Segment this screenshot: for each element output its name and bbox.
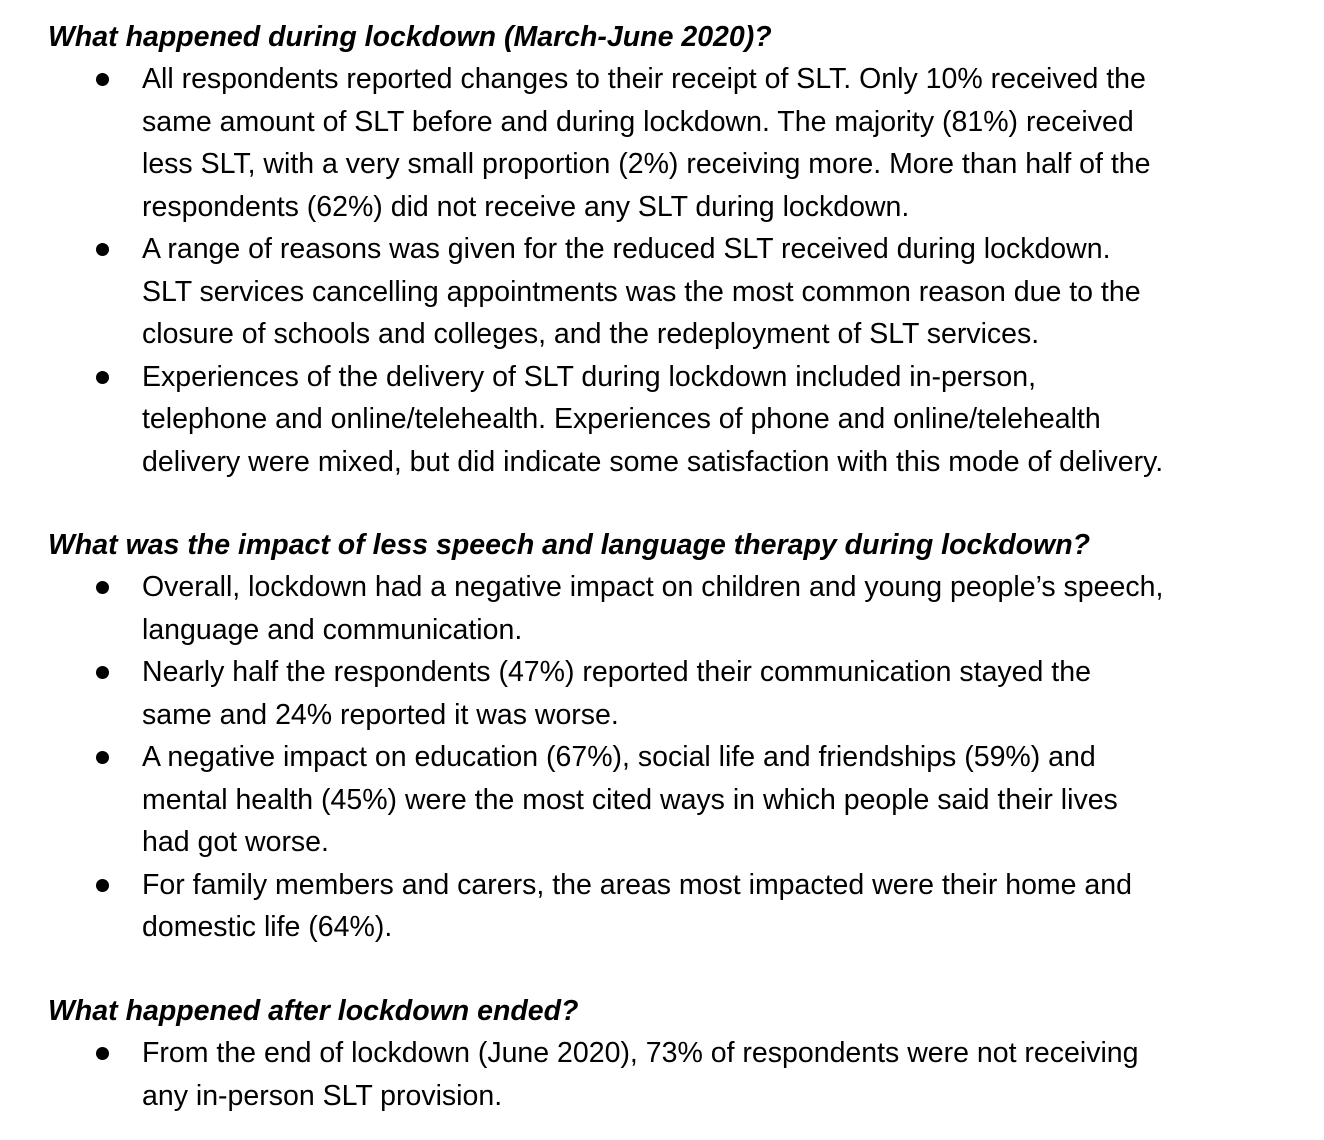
list-item-line: domestic life (64%). [142, 911, 393, 943]
bullet-icon [96, 1047, 109, 1060]
list-item-line: For family members and carers, the areas most impacted were their home and [142, 868, 1132, 901]
bullet-icon [96, 581, 109, 594]
bullet-icon [96, 666, 109, 679]
list-item-line: closure of schools and colleges, and the redeployment of SLT services. [142, 318, 1040, 350]
list-item-line: Experiences of the delivery of SLT during lockdown included in-person, [142, 360, 1037, 393]
list-item [0, 736, 1324, 864]
bullet-list-after-lockdown [0, 1032, 1324, 1117]
list-item-line: All respondents reported changes to their receipt of SLT. Only 10% received the [142, 63, 1146, 95]
list-item-line: delivery were mixed, but did indicate some satisfaction with this mode of delivery. [142, 445, 1164, 478]
list-item-line: had got worse. [142, 826, 329, 858]
list-item-line: A negative impact on education (67%), social life and friendships (59%) and [142, 741, 1096, 773]
bullet-icon [96, 879, 109, 892]
list-item [0, 1032, 1324, 1117]
list-item [0, 58, 1324, 228]
list-item-line: less SLT, with a very small proportion (2%) receiving more. More than half of the [142, 148, 1151, 180]
list-item-line: mental health (45%) were the most cited ways in which people said their lives [142, 783, 1118, 816]
list-item [0, 566, 1324, 651]
list-item-line: From the end of lockdown (June 2020), 73% of respondents were not receiving [142, 1037, 1139, 1069]
list-item-line: any in-person SLT provision. [142, 1079, 503, 1112]
list-item-line: same amount of SLT before and during lockdown. The majority (81%) received [142, 105, 1134, 138]
bullet-icon [96, 751, 109, 764]
bullet-list-impact [0, 566, 1324, 949]
list-item-line: same and 24% reported it was worse. [142, 698, 619, 731]
list-item-line: telephone and online/telehealth. Experiences of phone and online/telehealth [142, 403, 1101, 435]
bullet-icon [96, 371, 109, 384]
bullet-icon [96, 73, 109, 86]
bullet-list-during-lockdown [0, 58, 1324, 483]
section-heading-impact: What was the impact of less speech and language therapy during lockdown? [48, 529, 1091, 561]
list-item [0, 228, 1324, 356]
list-item-line: Overall, lockdown had a negative impact on children and young people’s speech, [142, 571, 1164, 603]
section-heading-during-lockdown: What happened during lockdown (March-June 2020)? [48, 21, 772, 53]
list-item-line: language and communication. [142, 613, 523, 646]
list-item [0, 651, 1324, 736]
list-item-line: SLT services cancelling appointments was the most common reason due to the [142, 275, 1141, 308]
list-item [0, 864, 1324, 949]
list-item-line: A range of reasons was given for the reduced SLT received during lockdown. [142, 233, 1111, 265]
section-heading-after-lockdown: What happened after lockdown ended? [48, 995, 579, 1027]
list-item-line: Nearly half the respondents (47%) reported their communication stayed the [142, 656, 1091, 688]
list-item-line: respondents (62%) did not receive any SLT during lockdown. [142, 190, 910, 223]
list-item [0, 356, 1324, 484]
bullet-icon [96, 243, 109, 256]
